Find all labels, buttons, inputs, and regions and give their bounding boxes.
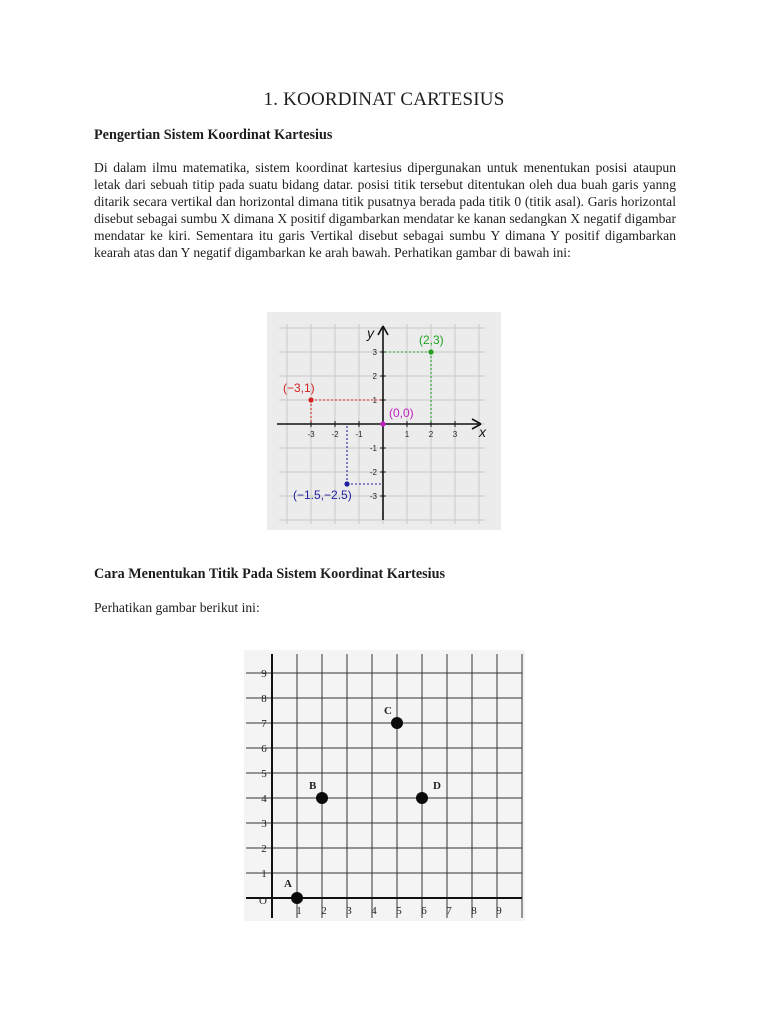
point-label: (−3,1) — [283, 381, 315, 395]
y-tick-label: 8 — [261, 693, 267, 705]
y-tick-label: 9 — [261, 668, 267, 680]
y-tick-label: -3 — [369, 492, 377, 501]
y-tick-label: 2 — [372, 372, 377, 381]
y-tick-label: 2 — [261, 843, 267, 855]
cartesian-example-figure — [267, 312, 501, 530]
y-tick-label: -1 — [369, 444, 377, 453]
section-heading-definition: Pengertian Sistem Koordinat Kartesius — [94, 127, 333, 143]
data-point — [291, 892, 303, 904]
x-tick-label: -1 — [355, 430, 363, 439]
x-tick-label: 1 — [296, 905, 302, 917]
x-tick-label: 8 — [471, 905, 477, 917]
x-tick-label: 5 — [396, 905, 402, 917]
y-tick-label: 4 — [261, 793, 267, 805]
y-tick-label: 1 — [261, 868, 267, 880]
x-tick-label: 9 — [496, 905, 502, 917]
point-label: (−1.5,−2.5) — [293, 488, 352, 502]
x-tick-label: 1 — [404, 430, 410, 439]
x-tick-label: 4 — [371, 905, 377, 917]
x-tick-label: 6 — [421, 905, 427, 917]
y-tick-label: 1 — [372, 396, 377, 405]
page-title: 1. KOORDINAT CARTESIUS — [263, 89, 505, 110]
data-point — [428, 349, 433, 354]
definition-paragraph: Di dalam ilmu matematika, sistem koordinat kartesius dipergunakan untuk menentukan posisi ataupun letak dari sebuah titip pada suatu bidang datar. posisi titik tersebut ditentukan oleh dua buah garis yanng ditarik secara vertikal dan horizontal dimana titik pusatnya berada pada titik 0 (titik asal). Garis horizontal disebut sebagai sumbu X dimana X positif digambarkan mendatar ke kanan sedangkan X negatif digambar mendatar ke kiri. Sementara itu garis Vertikal disebut sebagai sumbu Y dimana Y positif digambarkan kearah atas dan Y negatif digambarkan ke arah bawah. Perhatikan gambar di bawah ini: — [94, 160, 676, 260]
point-label: (2,3) — [419, 333, 444, 347]
y-tick-label: 5 — [261, 768, 267, 780]
point-grid-figure — [244, 650, 525, 921]
y-tick-label: 3 — [372, 348, 377, 357]
x-tick-label: 2 — [428, 430, 434, 439]
x-axis-label: x — [479, 424, 486, 440]
instruction-text: Perhatikan gambar berikut ini: — [94, 600, 260, 615]
y-tick-label: 7 — [261, 718, 267, 730]
y-tick-label: 6 — [261, 743, 267, 755]
data-point — [308, 397, 313, 402]
data-point — [391, 717, 403, 729]
point-label: (0,0) — [389, 406, 414, 420]
x-tick-label: 3 — [346, 905, 352, 917]
x-tick-label: -2 — [331, 430, 339, 439]
data-point — [380, 421, 385, 426]
y-tick-label: -2 — [369, 468, 377, 477]
point-label: A — [284, 878, 292, 890]
data-point — [344, 481, 349, 486]
y-axis-label: y — [367, 325, 374, 341]
x-tick-label: -3 — [307, 430, 315, 439]
point-label: C — [384, 705, 392, 717]
x-tick-label: 7 — [446, 905, 452, 917]
data-point — [316, 792, 328, 804]
section-heading-plotting: Cara Menentukan Titik Pada Sistem Koordinat Kartesius — [94, 566, 446, 582]
point-label: D — [433, 780, 441, 792]
point-label: B — [309, 780, 317, 792]
x-tick-label: 2 — [321, 905, 327, 917]
data-point — [416, 792, 428, 804]
y-tick-label: 3 — [261, 818, 267, 830]
x-tick-label: 3 — [452, 430, 458, 439]
origin-label: O — [259, 895, 267, 907]
